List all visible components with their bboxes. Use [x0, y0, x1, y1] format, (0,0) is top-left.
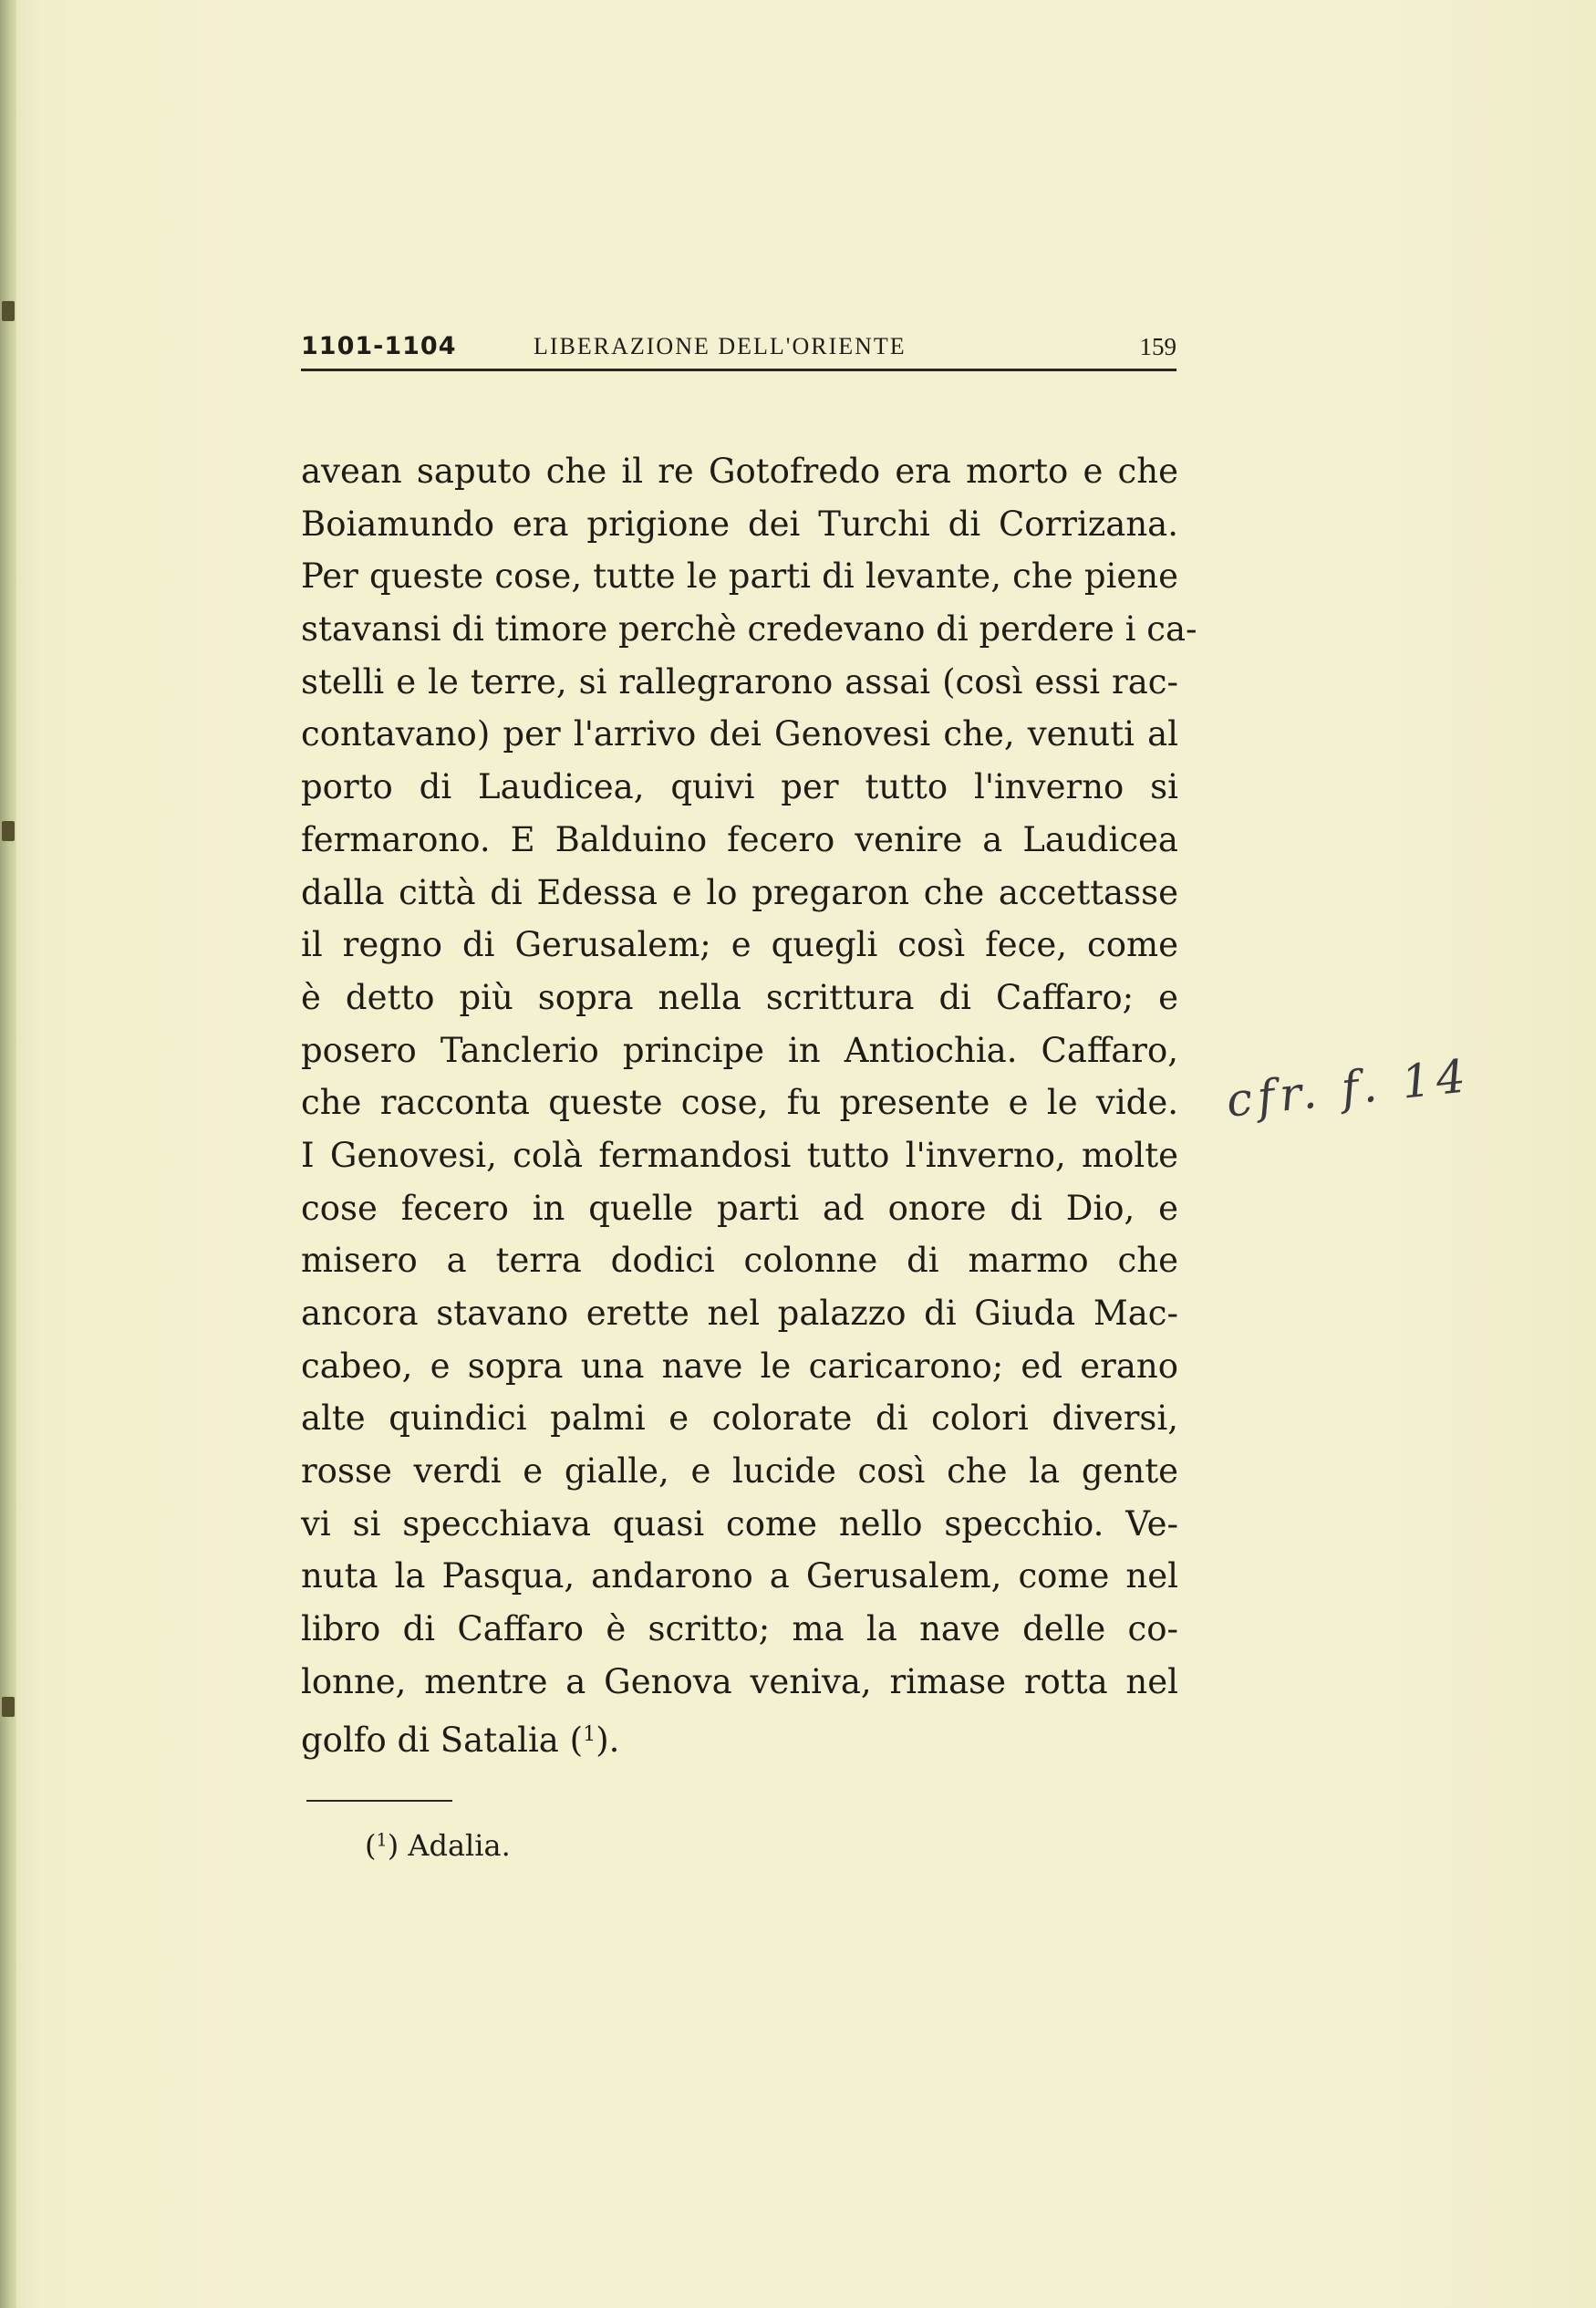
text-line: posero Tanclerio principe in Antiochia. Caffaro,	[301, 1030, 1178, 1070]
text-line: stelli e le terre, si rallegrarono assai (così essi rac-	[301, 661, 1178, 702]
footnote-reference: 1	[583, 1721, 596, 1746]
handwritten-margin-note: cfr. f. 14	[1223, 1049, 1474, 1128]
text-line: nuta la Pasqua, andarono a Gerusalem, come nel	[301, 1556, 1178, 1596]
text-line: Per queste cose, tutte le parti di levante, che piene	[301, 556, 1178, 597]
text-line: I Genovesi, colà fermandosi tutto l'inverno, molte	[301, 1135, 1178, 1175]
footnote-rule	[306, 1800, 452, 1802]
text-line: avean saputo che il re Gotofredo era morto e che	[301, 452, 1178, 491]
text-line: rosse verdi e gialle, e lucide così che la gente	[301, 1451, 1178, 1492]
text-line: vi si specchiava quasi come nello specchio. Ve-	[301, 1503, 1178, 1544]
text-line: alte quindici palmi e colorate di colori diversi,	[301, 1398, 1178, 1439]
text-line: dalla città di Edessa e lo pregaron che accettasse	[301, 872, 1178, 912]
body-text	[301, 445, 1197, 1761]
text-line: ancora stavano erette nel palazzo di Giuda Mac-	[301, 1294, 1178, 1333]
footnote: ($^1$) Adalia.	[365, 1828, 511, 1863]
text-line: cabeo, e sopra una nave le caricarono; ed erano	[301, 1346, 1178, 1386]
text-line-last-body: golfo di Satalia (	[301, 1720, 584, 1760]
text-line: lonne, mentre a Genova veniva, rimase rotta nel	[301, 1661, 1178, 1701]
running-head-title: LIBERAZIONE DELL'ORIENTE	[534, 333, 907, 359]
text-line: misero a terra dodici colonne di marmo che	[301, 1241, 1178, 1281]
binding-mark	[2, 1697, 15, 1717]
text-line: fermarono. E Balduino fecero venire a Laudicea	[301, 819, 1178, 859]
page-number: 159	[1139, 333, 1176, 360]
text-line: porto di Laudicea, quivi per tutto l'inverno si	[301, 767, 1178, 807]
text-line: stavansi di timore perchè credevano di perdere i ca-	[301, 609, 1197, 650]
text-line-last-end: ).	[596, 1720, 620, 1760]
binding-mark	[2, 821, 15, 841]
text-line-last	[301, 1709, 1178, 1762]
text-line: cose fecero in quelle parti ad onore di Dio, e	[301, 1188, 1178, 1228]
book-spine-edge	[0, 0, 16, 2308]
footnote-text: Adalia.	[408, 1828, 511, 1863]
text-line: è detto più sopra nella scrittura di Caffaro; e	[301, 977, 1178, 1017]
text-line: contavano) per l'arrivo dei Genovesi che, venuti al	[301, 714, 1178, 754]
text-line: libro di Caffaro è scritto; ma la nave delle co-	[301, 1609, 1178, 1649]
footnote-marker: 1	[376, 1829, 388, 1851]
text-line: che racconta queste cose, fu presente e le vide.	[301, 1083, 1178, 1123]
text-line: Boiamundo era prigione dei Turchi di Corrizana.	[301, 504, 1178, 544]
binding-mark	[2, 301, 15, 321]
running-head	[301, 328, 1176, 371]
text-line: il regno di Gerusalem; e quegli così fece, come	[301, 925, 1178, 965]
running-head-years: 1101-1104	[301, 332, 457, 360]
